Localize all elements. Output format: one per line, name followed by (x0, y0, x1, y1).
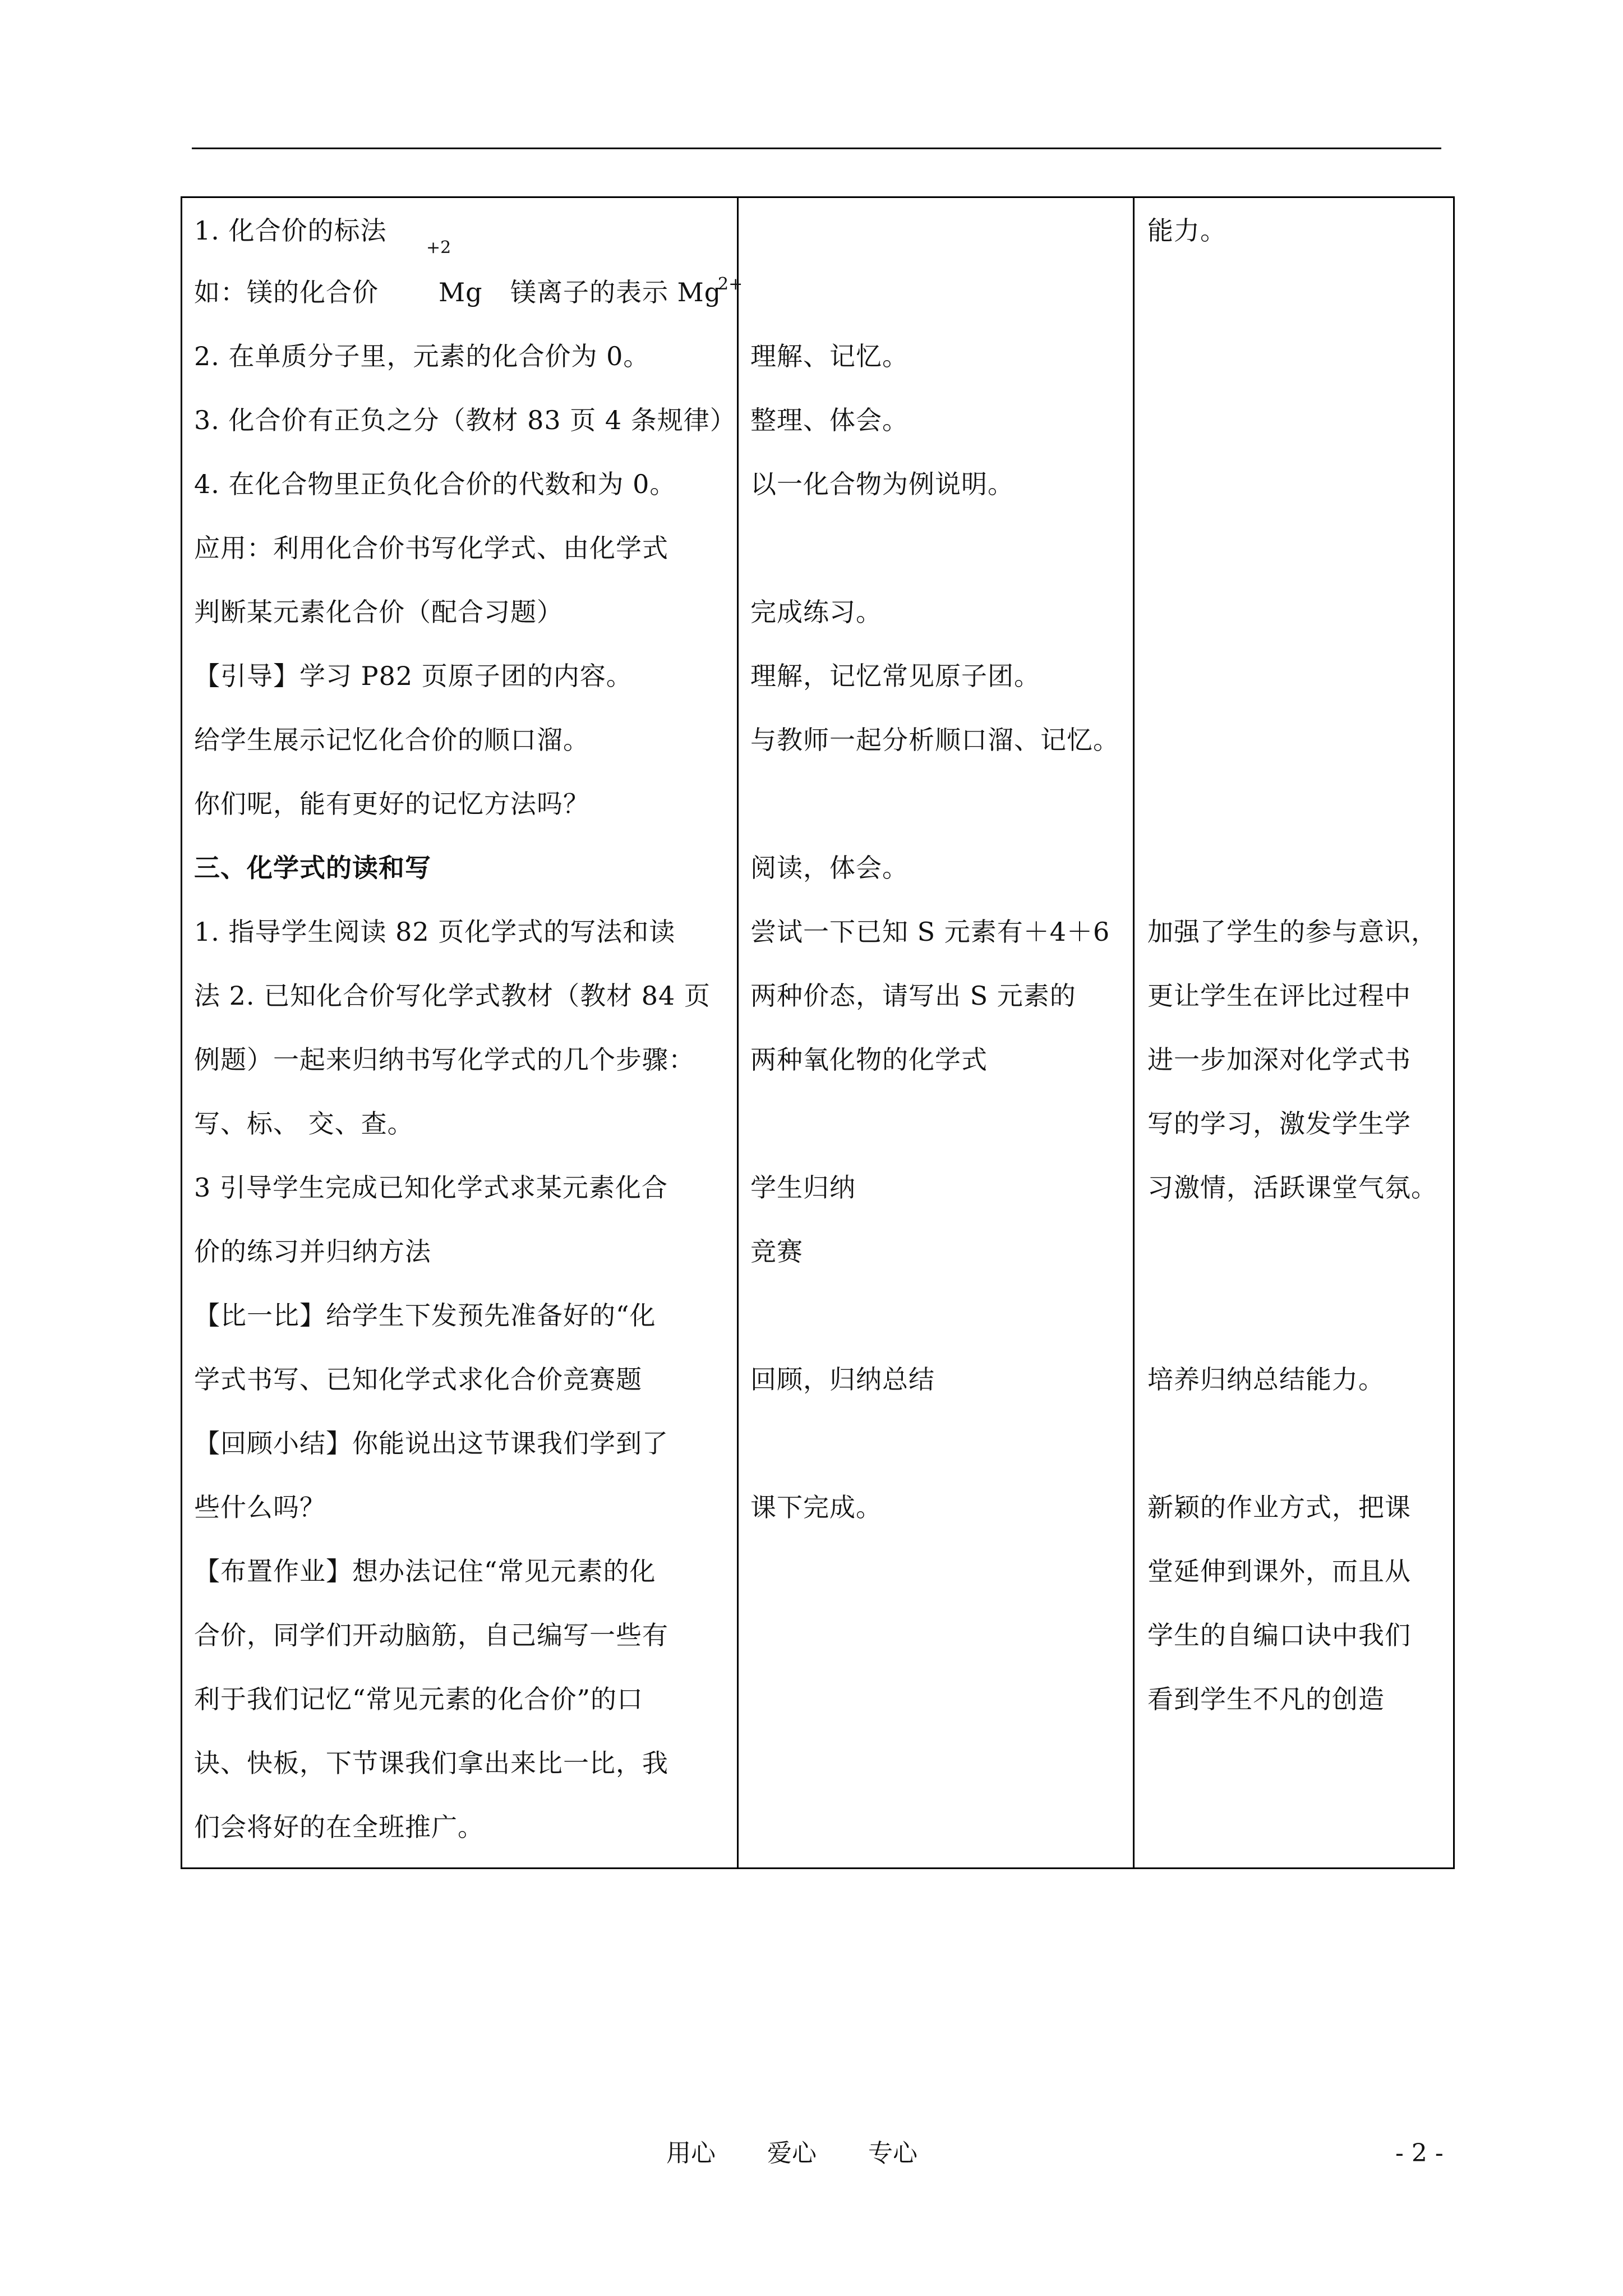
intent-line: 新颖的作业方式，把课 (1147, 1492, 1411, 1522)
teacher-line: 3. 化合价有正负之分（教材 83 页 4 条规律） (194, 405, 736, 435)
student-line: 理解，记忆常见原子团。 (750, 661, 1040, 691)
intent-line: 培养归纳总结能力。 (1147, 1364, 1385, 1395)
teacher-line: 1. 指导学生阅读 82 页化学式的写法和读 (194, 917, 676, 947)
intent-line: 加强了学生的参与意识， (1147, 917, 1437, 947)
teacher-line: 【回顾小结】你能说出这节课我们学到了 (194, 1428, 668, 1458)
intent-line: 学生的自编口诀中我们 (1147, 1620, 1411, 1650)
teacher-line: 如：镁的化合价 (194, 277, 379, 307)
footer-motto-1: 用心 (666, 2139, 716, 2168)
teacher-line: 们会将好的在全班推广。 (194, 1812, 484, 1842)
student-line: 两种价态，请写出 S 元素的 (750, 981, 1076, 1011)
footer-motto-2: 爱心 (767, 2139, 817, 2168)
student-line: 完成练习。 (750, 597, 882, 627)
teacher-line: 4. 在化合物里正负化合价的代数和为 0。 (194, 469, 676, 499)
teacher-line: 写、标、 交、查。 (194, 1108, 414, 1139)
teacher-line: 【引导】学习 P82 页原子团的内容。 (194, 661, 633, 691)
teacher-line: 法 2. 已知化合价写化学式教材（教材 84 页 (194, 981, 711, 1011)
teacher-line: 合价，同学们开动脑筋，自己编写一些有 (194, 1620, 668, 1650)
student-line: 尝试一下已知 S 元素有＋4＋6 (750, 917, 1110, 947)
student-line: 以一化合物为例说明。 (750, 469, 1014, 499)
mg-symbol: Mg (439, 277, 483, 307)
valence-superscript: +2 (426, 238, 451, 257)
student-line: 回顾，归纳总结 (750, 1364, 935, 1395)
student-line: 两种氧化物的化学式 (750, 1045, 988, 1075)
lesson-table (181, 196, 1455, 1869)
teacher-line: 给学生展示记忆化合价的顺口溜。 (194, 725, 589, 755)
intent-line: 习激情，活跃课堂气氛。 (1147, 1172, 1437, 1203)
intent-line: 进一步加深对化学式书 (1147, 1045, 1411, 1075)
column-divider-2 (1133, 196, 1135, 1869)
teacher-line: 2. 在单质分子里，元素的化合价为 0。 (194, 341, 650, 371)
section-heading: 三、化学式的读和写 (194, 853, 431, 883)
teacher-line: 价的练习并归纳方法 (194, 1236, 431, 1267)
ion-charge: 2+ (718, 274, 743, 294)
student-line: 与教师一起分析顺口溜、记忆。 (750, 725, 1119, 755)
intent-line: 更让学生在评比过程中 (1147, 981, 1411, 1011)
ion-label: 镁离子的表示 Mg (510, 277, 722, 307)
student-line: 课下完成。 (750, 1492, 882, 1522)
teacher-line: 诀、快板，下节课我们拿出来比一比，我 (194, 1748, 668, 1778)
teacher-line: 应用：利用化合价书写化学式、由化学式 (194, 533, 668, 563)
page-number: - 2 - (1395, 2139, 1444, 2168)
header-rule (192, 148, 1441, 149)
student-line: 理解、记忆。 (750, 341, 909, 371)
teacher-line: 【比一比】给学生下发预先准备好的“化 (194, 1300, 656, 1331)
student-line: 阅读，体会。 (750, 853, 909, 883)
intent-line: 看到学生不凡的创造 (1147, 1684, 1385, 1714)
intent-line: 堂延伸到课外，而且从 (1147, 1556, 1411, 1586)
teacher-line: 例题）一起来归纳书写化学式的几个步骤： (194, 1045, 695, 1075)
teacher-line: 你们呢，能有更好的记忆方法吗？ (194, 789, 589, 819)
student-line: 竞赛 (750, 1236, 803, 1267)
teacher-line: 3 引导学生完成已知化学式求某元素化合 (194, 1172, 668, 1203)
teacher-line: 1. 化合价的标法 (194, 215, 387, 246)
student-line: 学生归纳 (750, 1172, 856, 1203)
student-line: 整理、体会。 (750, 405, 909, 435)
column-divider-1 (737, 196, 739, 1869)
intent-line: 能力。 (1147, 215, 1227, 246)
teacher-line: 利于我们记忆“常见元素的化合价”的口 (194, 1684, 644, 1714)
footer-motto-3: 专心 (868, 2139, 917, 2168)
teacher-line: 判断某元素化合价（配合习题） (194, 597, 563, 627)
teacher-line: 学式书写、已知化学式求化合价竞赛题 (194, 1364, 642, 1395)
intent-line: 写的学习，激发学生学 (1147, 1108, 1411, 1139)
teacher-line: 【布置作业】想办法记住“常见元素的化 (194, 1556, 656, 1586)
teacher-line: 些什么吗？ (194, 1492, 326, 1522)
